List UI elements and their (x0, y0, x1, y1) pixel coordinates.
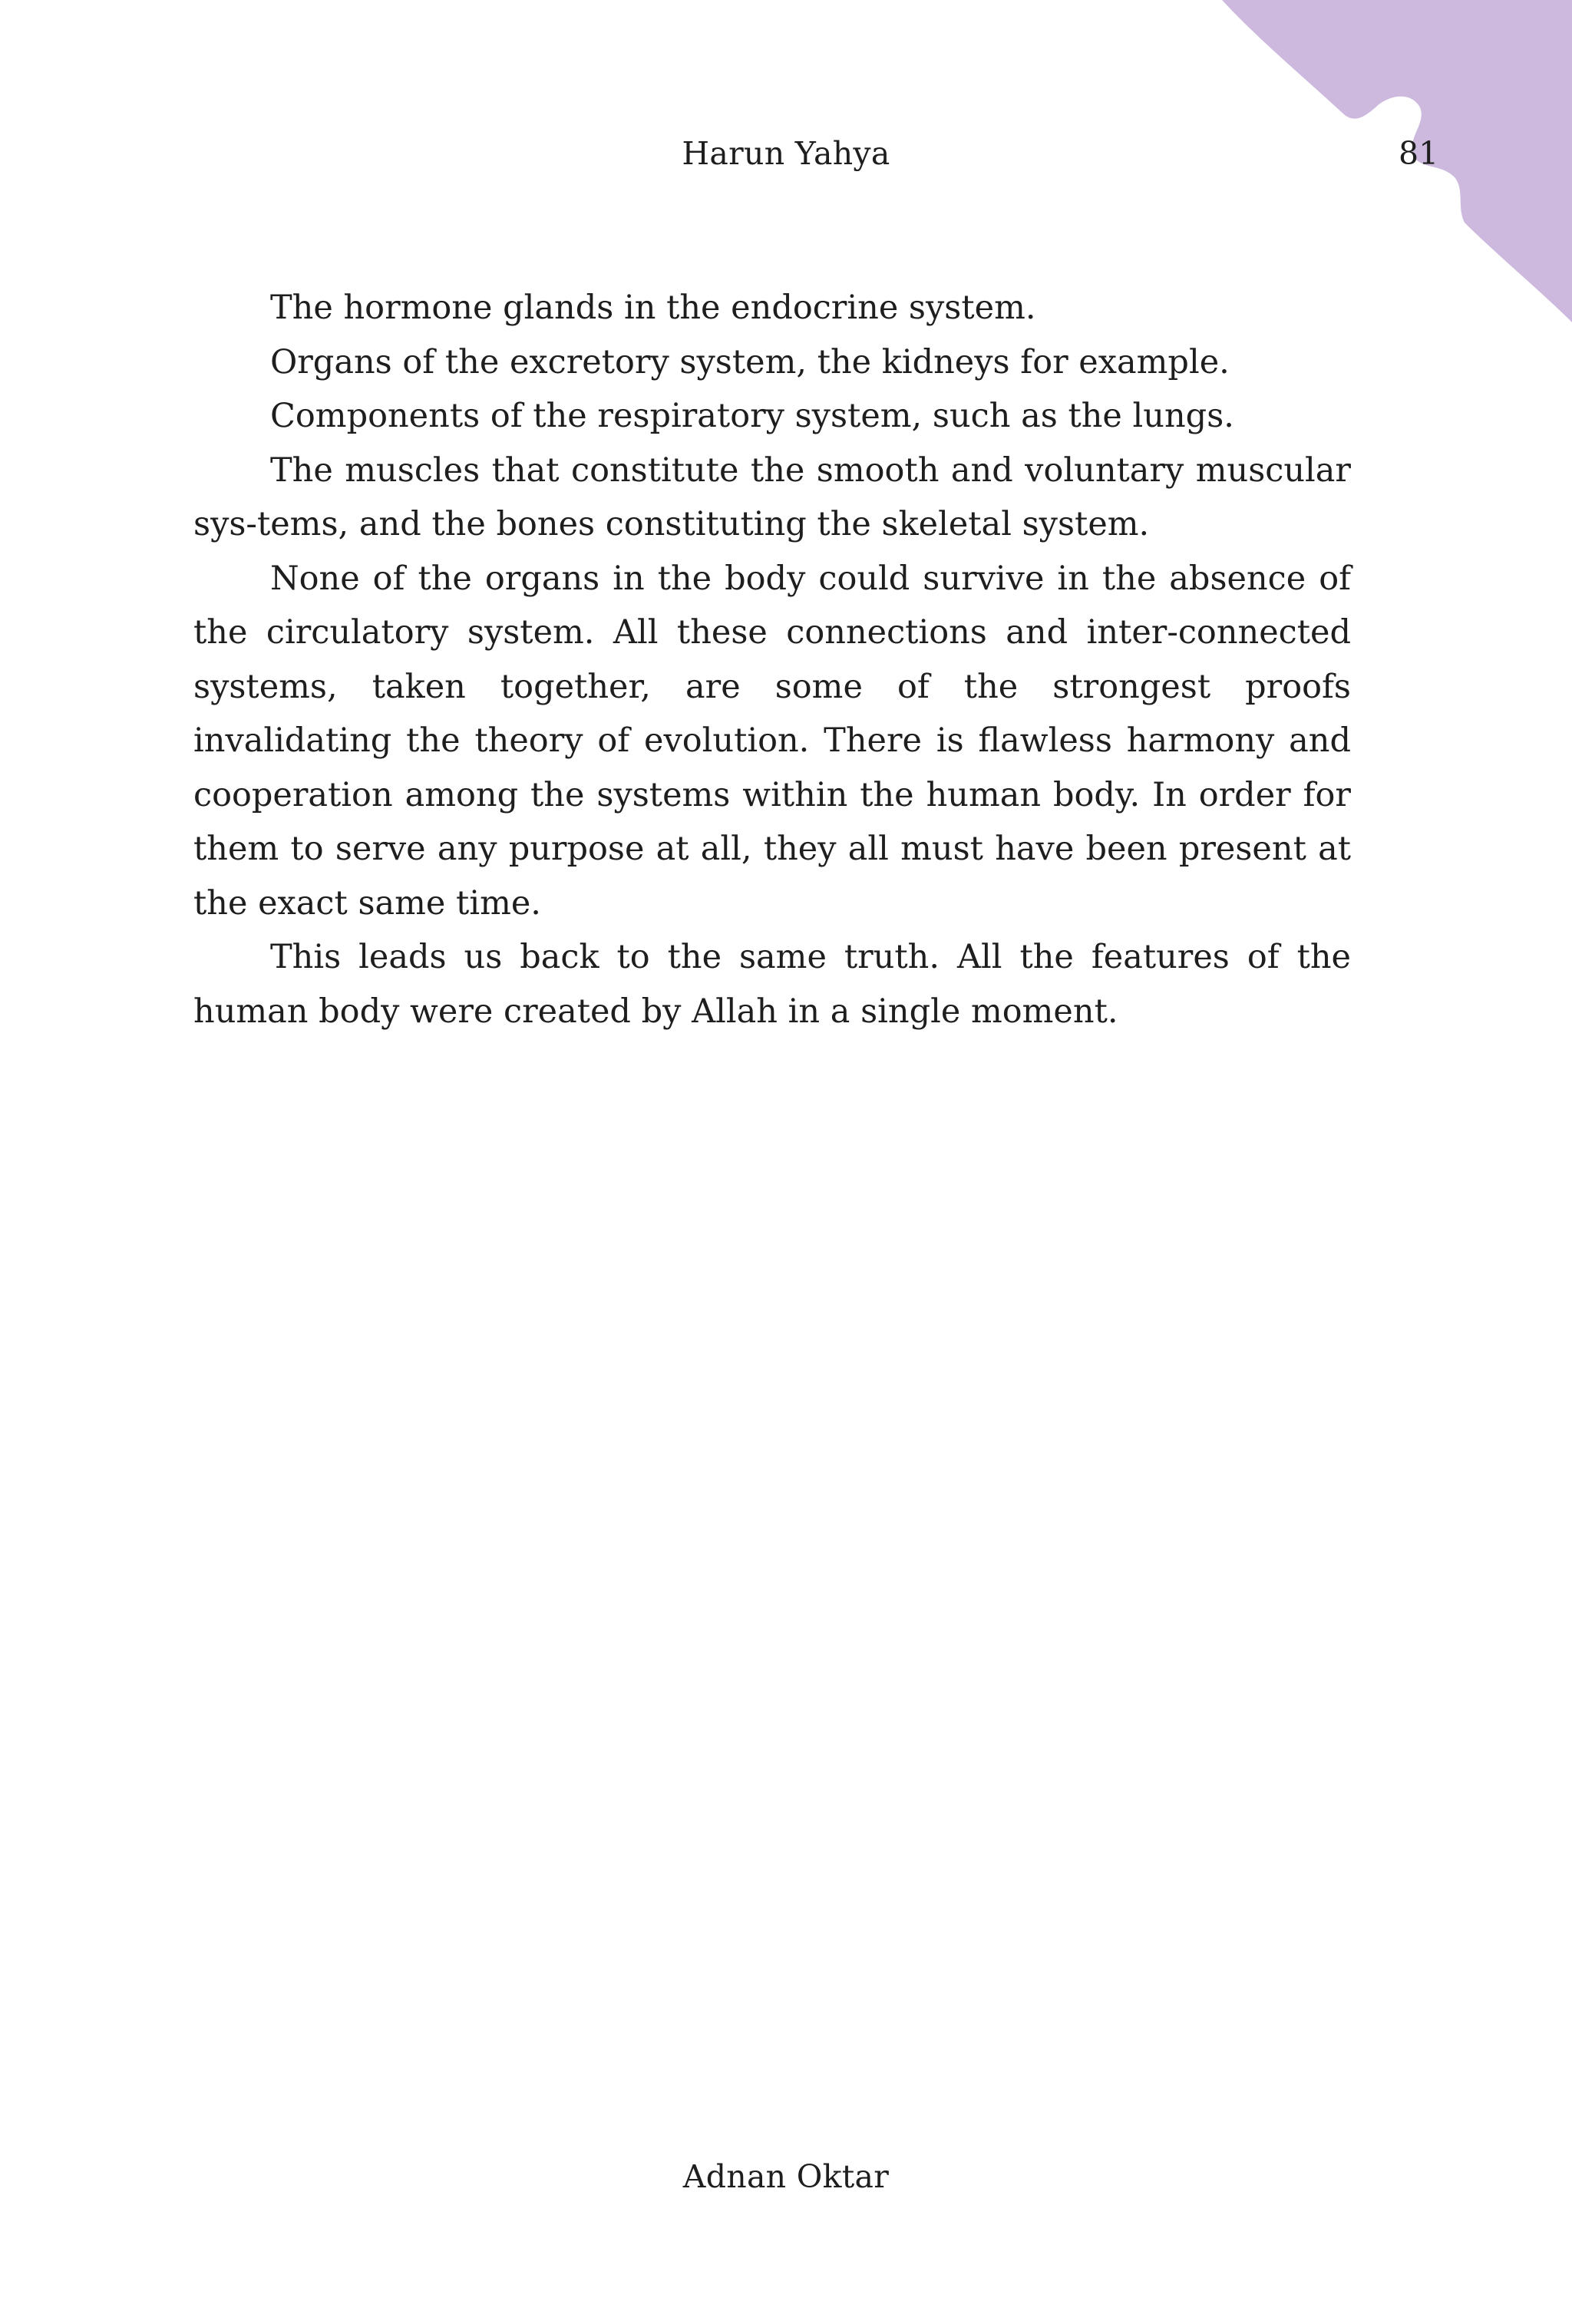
paragraph: None of the organs in the body could survive in the absence of the circulatory system. All these connections and inter-connected systems, taken together, are some of the strongest proofs invalidating the theory of evolution. There is flawless harmony and cooperation among the systems within the human body. In order for them to serve any purpose at all, they all must have been present at the exact same time. (193, 559, 1351, 923)
paragraph: The hormone glands in the endocrine system. (270, 289, 1036, 327)
body-text (193, 281, 1351, 1038)
page-number: 81 (1399, 135, 1439, 172)
paragraph: This leads us back to the same truth. All the features of the human body were created by Allah in a single moment. (193, 938, 1351, 1031)
running-footer: Adnan Oktar (682, 2158, 890, 2195)
running-header: Harun Yahya (682, 135, 890, 172)
paragraph: Components of the respiratory system, such as the lungs. (270, 397, 1234, 435)
paragraph: Organs of the excretory system, the kidneys for example. (270, 342, 1230, 381)
paragraph: The muscles that constitute the smooth and voluntary muscular sys-tems, and the bones constituting the skeletal system. (193, 451, 1351, 543)
